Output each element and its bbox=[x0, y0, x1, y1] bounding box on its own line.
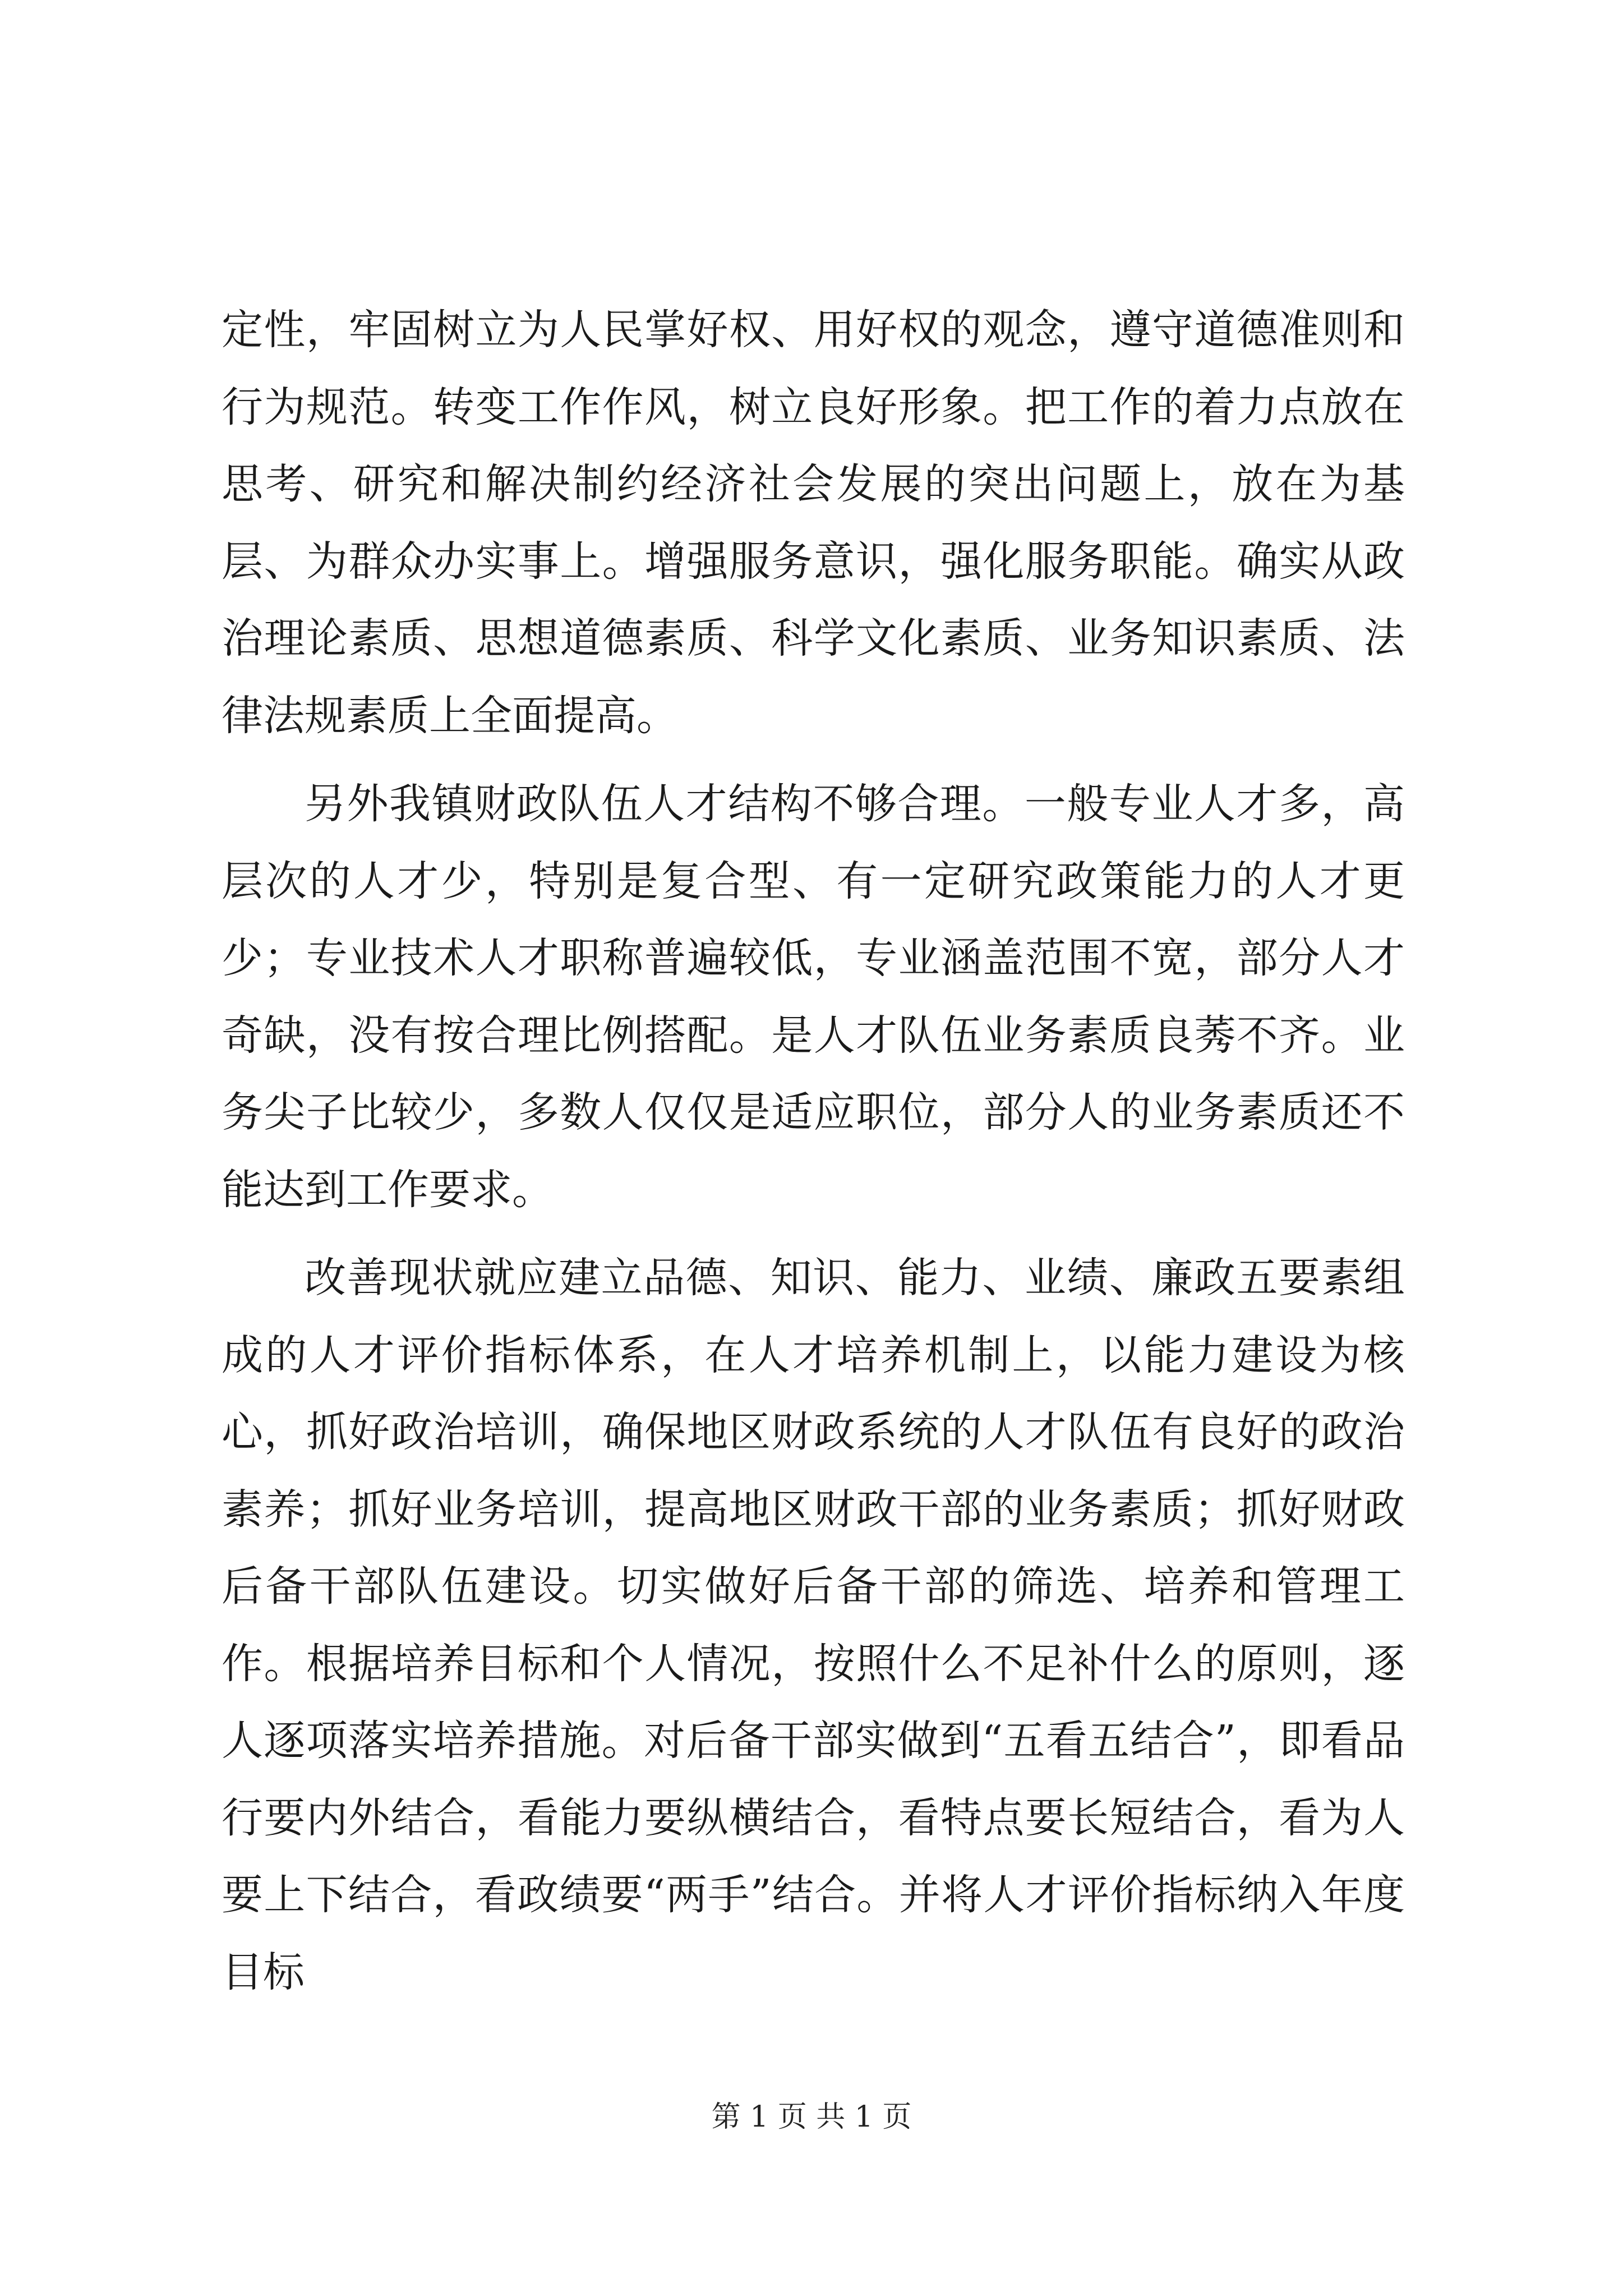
paragraph-2: 另外我镇财政队伍人才结构不够合理。一般专业人才多，高层次的人才少，特别是复合型、有一定研究政策能力的人才更少；专业技术人才职称普遍较低，专业涵盖范围不宽，部分人才奇缺，没有按合理比例搭配。是人才队伍业务素质良莠不齐。业务尖子比较少，多数人仅仅是适应职位，部分人的业务素质还不能达到工作要求。 bbox=[222, 780, 1405, 1214]
document-body bbox=[222, 292, 1405, 2011]
page-footer: 第 1 页 共 1 页 bbox=[711, 2100, 912, 2134]
paragraph-1: 定性，牢固树立为人民掌好权、用好权的观念，遵守道德准则和行为规范。转变工作作风，树立良好形象。把工作的着力点放在思考、研究和解决制约经济社会发展的突出问题上，放在为基层、为群众办实事上。增强服务意识，强化服务职能。确实从政治理论素质、思想道德素质、科学文化素质、业务知识素质、法律法规素质上全面提高。 bbox=[222, 306, 1405, 740]
paragraph-3: 改善现状就应建立品德、知识、能力、业绩、廉政五要素组成的人才评价指标体系，在人才培养机制上，以能力建设为核心，抓好政治培训，确保地区财政系统的人才队伍有良好的政治素养；抓好业务培训，提高地区财政干部的业务素质；抓好财政后备干部队伍建设。切实做好后备干部的筛选、培养和管理工作。根据培养目标和个人情况，按照什么不足补什么的原则，逐人逐项落实培养措施。对后备干部实做到“五看五结合”，即看品行要内外结合，看能力要纵横结合，看特点要长短结合，看为人要上下结合，看政绩要“两手”结合。并将人才评价指标纳入年度目标 bbox=[222, 1254, 1405, 1996]
